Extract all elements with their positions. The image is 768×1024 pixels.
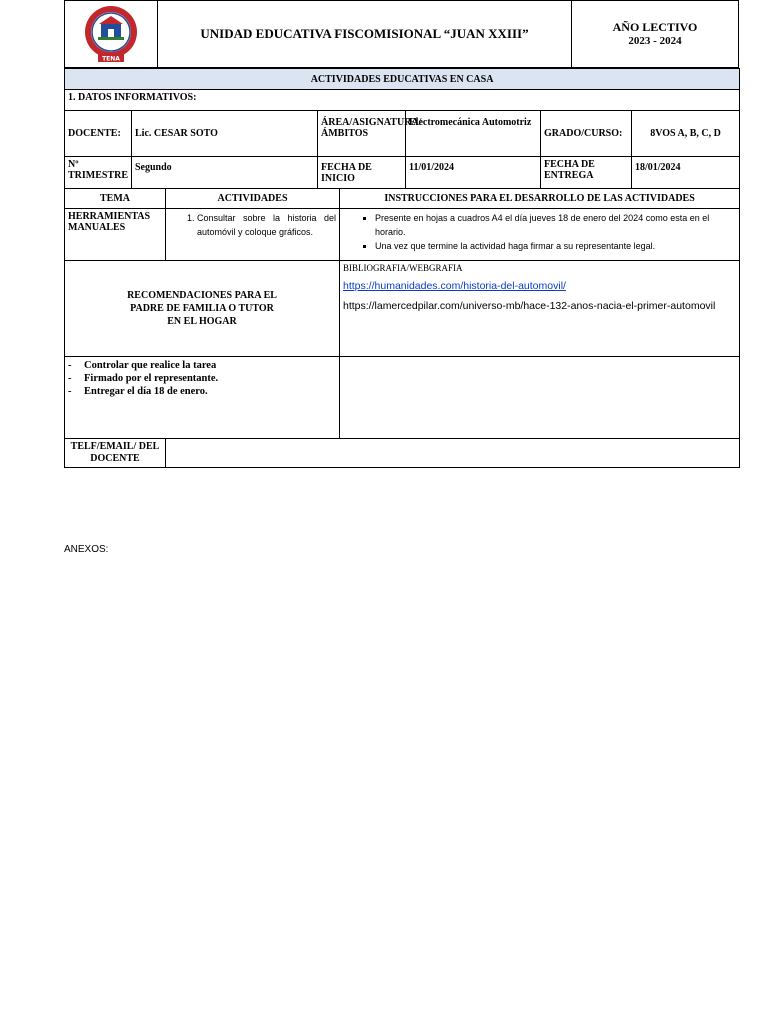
empty-cell <box>340 357 740 439</box>
webgrafia-link-1[interactable]: https://humanidades.com/historia-del-automovil/ <box>343 280 566 292</box>
inicio-value: 11/01/2024 <box>406 157 541 189</box>
contact-value[interactable] <box>166 439 740 468</box>
list-item: ▪ Una vez que termine la actividad haga firmar a su representante legal. <box>375 239 736 253</box>
list-item: 1. Consultar sobre la historia del automóvil y coloque gráficos. <box>197 211 336 239</box>
anexos-label: ANEXOS: <box>64 544 109 555</box>
actividades-list <box>169 211 336 239</box>
school-seal-icon <box>76 3 146 63</box>
section-title: ACTIVIDADES EDUCATIVAS EN CASA <box>65 69 740 90</box>
grado-label: GRADO/CURSO: <box>541 111 632 157</box>
list-item: - Firmado por el representante. <box>86 372 336 385</box>
list-item: - Controlar que realice la tarea <box>86 359 336 372</box>
area-label: ÁREA/ASIGNATURA/ ÁMBITOS <box>318 111 406 157</box>
docente-value: Lic. CESAR SOTO <box>132 111 318 157</box>
instrucciones-list <box>343 211 736 253</box>
webgrafia-link-2: https://lamercedpilar.com/universo-mb/hace-132-anos-nacia-el-primer-automovil <box>343 300 716 312</box>
entrega-value: 18/01/2024 <box>632 157 740 189</box>
recomendaciones-list <box>68 359 336 398</box>
tema-cell: HERRAMIENTAS MANUALES <box>65 209 166 261</box>
actividades-cell <box>166 209 340 261</box>
year-label: AÑO LECTIVO <box>612 20 698 34</box>
school-logo <box>65 1 158 68</box>
year-value: 2023 - 2024 <box>628 35 682 47</box>
contact-label: TELF/EMAIL/ DEL DOCENTE <box>65 439 166 468</box>
column-tema: TEMA <box>65 189 166 209</box>
area-value: Electromecánica Automotriz <box>406 111 541 157</box>
column-instrucciones: INSTRUCCIONES PARA EL DESARROLLO DE LAS ACTIVIDADES <box>340 189 740 209</box>
entrega-label: FECHA DE ENTREGA <box>541 157 632 189</box>
grado-value: 8VOS A, B, C, D <box>632 111 740 157</box>
trimestre-label: Nº TRIMESTRE <box>65 157 132 189</box>
list-item: ▪ Presente en hojas a cuadros A4 el día jueves 18 de enero del 2024 como esta en el horario. <box>375 211 736 239</box>
inicio-label: FECHA DE INICIO <box>318 157 406 189</box>
recomendaciones-text: RECOMENDACIONES PARA EL PADRE DE FAMILIA O TUTOR EN EL HOGAR <box>127 290 277 327</box>
school-title: UNIDAD EDUCATIVA FISCOMISIONAL “JUAN XXIII” <box>158 1 572 68</box>
activities-table <box>64 68 740 468</box>
header-table <box>64 0 739 68</box>
bibliografia-cell <box>340 261 740 357</box>
instrucciones-cell <box>340 209 740 261</box>
document-page <box>64 0 739 468</box>
bibliografia-label: BIBLIOGRAFIA/WEBGRAFIA <box>343 263 463 273</box>
school-year <box>572 1 739 68</box>
trimestre-value: Segundo <box>132 157 318 189</box>
recomendaciones-title <box>65 261 340 357</box>
column-actividades: ACTIVIDADES <box>166 189 340 209</box>
recomendaciones-list-cell <box>65 357 340 439</box>
datos-label: 1. DATOS INFORMATIVOS: <box>65 90 740 111</box>
docente-label: DOCENTE: <box>65 111 132 157</box>
svg-text:TENA: TENA <box>102 55 120 62</box>
list-item: - Entregar el día 18 de enero. <box>86 385 336 398</box>
